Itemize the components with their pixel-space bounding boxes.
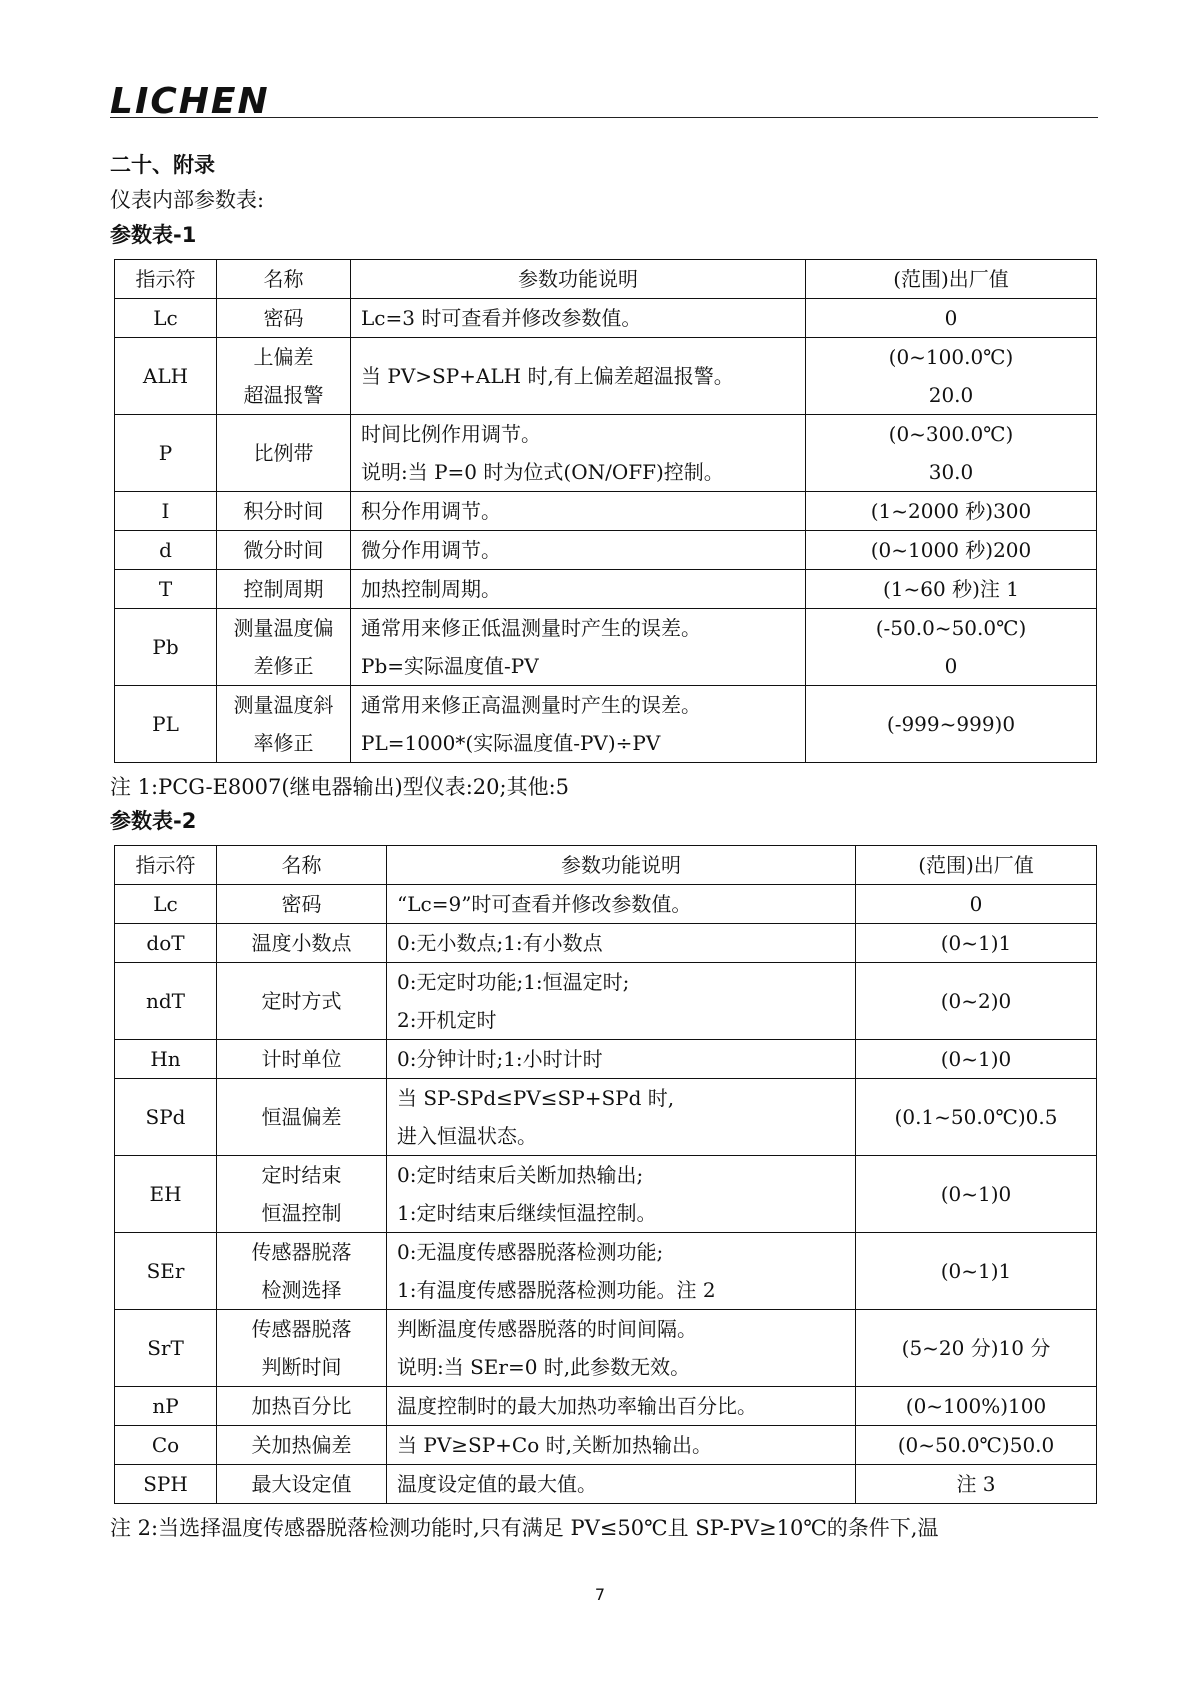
table1-note: 注 1:PCG-E8007(继电器输出)型仪表:20;其他:5	[110, 775, 570, 799]
range-cell	[856, 1387, 1097, 1426]
description-cell-line: Pb=实际温度值-PV	[361, 654, 539, 678]
indicator-cell: PL	[115, 686, 217, 763]
parameter-table-1	[114, 259, 1097, 763]
range-cell-line: (-50.0~50.0℃)	[875, 616, 1027, 640]
description-cell-line: 0:定时结束后关断加热输出;	[397, 1163, 644, 1187]
table-row	[115, 1426, 1097, 1465]
range-cell-line: (0~1)1	[940, 931, 1012, 955]
table-row	[115, 1156, 1097, 1233]
parameter-table-2	[114, 845, 1097, 1504]
description-cell	[351, 686, 806, 763]
range-cell	[856, 1426, 1097, 1465]
description-cell-line: 时间比例作用调节。	[361, 422, 541, 446]
name-cell-line: 比例带	[253, 441, 314, 465]
intro-text: 仪表内部参数表:	[110, 188, 265, 212]
description-cell-line: 积分作用调节。	[361, 499, 501, 523]
name-cell-line: 传感器脱落	[251, 1240, 352, 1264]
description-cell	[387, 963, 856, 1040]
company-logo: LICHEN	[110, 81, 270, 122]
name-cell-line: 积分时间	[243, 499, 324, 523]
description-cell-line: 温度控制时的最大加热功率输出百分比。	[397, 1394, 757, 1418]
table-row	[115, 1387, 1097, 1426]
column-header: 指示符	[115, 260, 217, 299]
range-cell	[806, 531, 1097, 570]
name-cell-line: 恒温偏差	[261, 1105, 342, 1129]
range-cell	[806, 570, 1097, 609]
name-cell	[217, 1310, 387, 1387]
description-cell	[387, 924, 856, 963]
name-cell	[217, 1079, 387, 1156]
description-cell	[351, 531, 806, 570]
range-cell-line: (0~1000 秒)200	[870, 538, 1032, 562]
table-header-row	[115, 846, 1097, 885]
header-rule	[110, 117, 1098, 118]
description-cell	[387, 1156, 856, 1233]
column-header: (范围)出厂值	[806, 260, 1097, 299]
description-cell-line: “Lc=9”时可查看并修改参数值。	[397, 892, 692, 916]
range-cell	[806, 299, 1097, 338]
column-header: 名称	[217, 260, 351, 299]
name-cell-line: 检测选择	[261, 1278, 342, 1302]
name-cell	[217, 885, 387, 924]
column-header: 参数功能说明	[387, 846, 856, 885]
range-cell	[806, 492, 1097, 531]
indicator-cell: Hn	[115, 1040, 217, 1079]
page-number: 7	[594, 1585, 606, 1604]
indicator-cell: P	[115, 415, 217, 492]
range-cell-line: (1~2000 秒)300	[870, 499, 1032, 523]
table-row	[115, 299, 1097, 338]
name-cell	[217, 492, 351, 531]
table-row	[115, 963, 1097, 1040]
name-cell	[217, 1040, 387, 1079]
table-row	[115, 1233, 1097, 1310]
table-header-row	[115, 260, 1097, 299]
table-row	[115, 609, 1097, 686]
name-cell	[217, 609, 351, 686]
range-cell	[856, 1079, 1097, 1156]
description-cell-line: 0:分钟计时;1:小时计时	[397, 1047, 603, 1071]
name-cell-line: 测量温度偏	[233, 616, 334, 640]
indicator-cell: Co	[115, 1426, 217, 1465]
table1-title: 参数表-1	[110, 223, 197, 247]
description-cell	[387, 1465, 856, 1504]
name-cell	[217, 1387, 387, 1426]
name-cell-line: 密码	[263, 306, 304, 330]
table-row	[115, 492, 1097, 531]
section-title: 二十、附录	[110, 153, 215, 177]
name-cell-line: 温度小数点	[251, 931, 352, 955]
range-cell-line: (0~1)1	[940, 1259, 1012, 1283]
name-cell-line: 传感器脱落	[251, 1317, 352, 1341]
name-cell-line: 恒温控制	[261, 1201, 342, 1225]
range-cell-line: 0	[969, 892, 983, 916]
range-cell-line: 0	[944, 654, 958, 678]
description-cell-line: 2:开机定时	[397, 1008, 497, 1032]
description-cell-line: 进入恒温状态。	[397, 1124, 537, 1148]
range-cell	[856, 885, 1097, 924]
indicator-cell: doT	[115, 924, 217, 963]
description-cell-line: 当 SP-SPd≤PV≤SP+SPd 时,	[397, 1086, 675, 1110]
description-cell	[351, 609, 806, 686]
indicator-cell: ALH	[115, 338, 217, 415]
description-cell	[387, 1426, 856, 1465]
name-cell-line: 控制周期	[243, 577, 324, 601]
range-cell-line: 注 3	[956, 1472, 996, 1496]
range-cell	[856, 1156, 1097, 1233]
table-row	[115, 1310, 1097, 1387]
name-cell-line: 判断时间	[261, 1355, 342, 1379]
indicator-cell: Lc	[115, 885, 217, 924]
description-cell	[387, 1387, 856, 1426]
table2-title: 参数表-2	[110, 809, 197, 833]
range-cell	[806, 338, 1097, 415]
range-cell-line: 0	[944, 306, 958, 330]
name-cell	[217, 531, 351, 570]
description-cell-line: 通常用来修正低温测量时产生的误差。	[361, 616, 701, 640]
description-cell-line: 1:有温度传感器脱落检测功能。注 2	[397, 1278, 716, 1302]
name-cell	[217, 1233, 387, 1310]
indicator-cell: SPd	[115, 1079, 217, 1156]
table-row	[115, 924, 1097, 963]
name-cell	[217, 1426, 387, 1465]
range-cell-line: (0~1)0	[940, 1047, 1012, 1071]
column-header: 名称	[217, 846, 387, 885]
name-cell-line: 加热百分比	[251, 1394, 352, 1418]
table-row	[115, 415, 1097, 492]
name-cell	[217, 963, 387, 1040]
name-cell	[217, 924, 387, 963]
indicator-cell: T	[115, 570, 217, 609]
range-cell-line: (5~20 分)10 分	[901, 1336, 1051, 1360]
range-cell-line: (0~2)0	[940, 989, 1012, 1013]
indicator-cell: I	[115, 492, 217, 531]
name-cell-line: 超温报警	[243, 383, 324, 407]
name-cell-line: 密码	[281, 892, 322, 916]
name-cell-line: 测量温度斜	[233, 693, 334, 717]
name-cell	[217, 299, 351, 338]
indicator-cell: nP	[115, 1387, 217, 1426]
range-cell-line: 30.0	[928, 460, 974, 484]
description-cell-line: 当 PV>SP+ALH 时,有上偏差超温报警。	[361, 364, 734, 388]
range-cell	[856, 924, 1097, 963]
description-cell	[351, 492, 806, 531]
range-cell	[806, 686, 1097, 763]
description-cell-line: 0:无小数点;1:有小数点	[397, 931, 603, 955]
range-cell	[806, 609, 1097, 686]
description-cell-line: 0:无温度传感器脱落检测功能;	[397, 1240, 664, 1264]
indicator-cell: SEr	[115, 1233, 217, 1310]
description-cell	[387, 1233, 856, 1310]
table-row	[115, 1079, 1097, 1156]
name-cell-line: 上偏差	[253, 345, 314, 369]
description-cell-line: 微分作用调节。	[361, 538, 501, 562]
name-cell-line: 差修正	[253, 654, 314, 678]
name-cell-line: 微分时间	[243, 538, 324, 562]
range-cell	[856, 1040, 1097, 1079]
description-cell-line: 1:定时结束后继续恒温控制。	[397, 1201, 657, 1225]
table-row	[115, 1040, 1097, 1079]
description-cell-line: 说明:当 SEr=0 时,此参数无效。	[397, 1355, 691, 1379]
table-row	[115, 531, 1097, 570]
name-cell	[217, 570, 351, 609]
indicator-cell: SPH	[115, 1465, 217, 1504]
range-cell	[856, 1233, 1097, 1310]
description-cell	[351, 570, 806, 609]
description-cell	[387, 1310, 856, 1387]
name-cell	[217, 686, 351, 763]
range-cell-line: (0.1~50.0℃)0.5	[894, 1105, 1058, 1129]
table-row	[115, 885, 1097, 924]
name-cell	[217, 338, 351, 415]
name-cell	[217, 1156, 387, 1233]
description-cell	[387, 1079, 856, 1156]
table-row	[115, 570, 1097, 609]
name-cell-line: 最大设定值	[251, 1472, 352, 1496]
indicator-cell: Lc	[115, 299, 217, 338]
description-cell-line: 说明:当 P=0 时为位式(ON/OFF)控制。	[361, 460, 724, 484]
column-header: 指示符	[115, 846, 217, 885]
table-row	[115, 1465, 1097, 1504]
name-cell-line: 定时方式	[261, 989, 342, 1013]
range-cell-line: (0~1)0	[940, 1182, 1012, 1206]
range-cell-line: (-999~999)0	[886, 712, 1016, 736]
indicator-cell: Pb	[115, 609, 217, 686]
range-cell	[856, 1465, 1097, 1504]
range-cell-line: (0~100.0℃)	[888, 345, 1014, 369]
indicator-cell: ndT	[115, 963, 217, 1040]
table-row	[115, 686, 1097, 763]
table-row	[115, 338, 1097, 415]
column-header: (范围)出厂值	[856, 846, 1097, 885]
indicator-cell: EH	[115, 1156, 217, 1233]
indicator-cell: SrT	[115, 1310, 217, 1387]
description-cell-line: 温度设定值的最大值。	[397, 1472, 597, 1496]
range-cell	[856, 963, 1097, 1040]
name-cell	[217, 1465, 387, 1504]
description-cell-line: PL=1000*(实际温度值-PV)÷PV	[361, 731, 661, 755]
description-cell	[387, 1040, 856, 1079]
description-cell-line: 加热控制周期。	[361, 577, 501, 601]
column-header: 参数功能说明	[351, 260, 806, 299]
description-cell	[351, 415, 806, 492]
range-cell-line: 20.0	[928, 383, 974, 407]
range-cell-line: (0~300.0℃)	[888, 422, 1014, 446]
description-cell	[351, 299, 806, 338]
description-cell-line: 判断温度传感器脱落的时间间隔。	[397, 1317, 697, 1341]
indicator-cell: d	[115, 531, 217, 570]
range-cell-line: (0~50.0℃)50.0	[897, 1433, 1055, 1457]
range-cell	[806, 415, 1097, 492]
name-cell-line: 定时结束	[261, 1163, 342, 1187]
description-cell-line: 0:无定时功能;1:恒温定时;	[397, 970, 630, 994]
name-cell	[217, 415, 351, 492]
name-cell-line: 计时单位	[261, 1047, 342, 1071]
description-cell-line: 通常用来修正高温测量时产生的误差。	[361, 693, 701, 717]
description-cell	[387, 885, 856, 924]
description-cell-line: Lc=3 时可查看并修改参数值。	[361, 306, 642, 330]
range-cell	[856, 1310, 1097, 1387]
name-cell-line: 率修正	[253, 731, 314, 755]
range-cell-line: (1~60 秒)注 1	[883, 577, 1019, 601]
name-cell-line: 关加热偏差	[251, 1433, 352, 1457]
description-cell-line: 当 PV≥SP+Co 时,关断加热输出。	[397, 1433, 712, 1457]
description-cell	[351, 338, 806, 415]
range-cell-line: (0~100%)100	[905, 1394, 1047, 1418]
table2-note: 注 2:当选择温度传感器脱落检测功能时,只有满足 PV≤50℃且 SP-PV≥10℃的条件下,温	[110, 1516, 939, 1540]
